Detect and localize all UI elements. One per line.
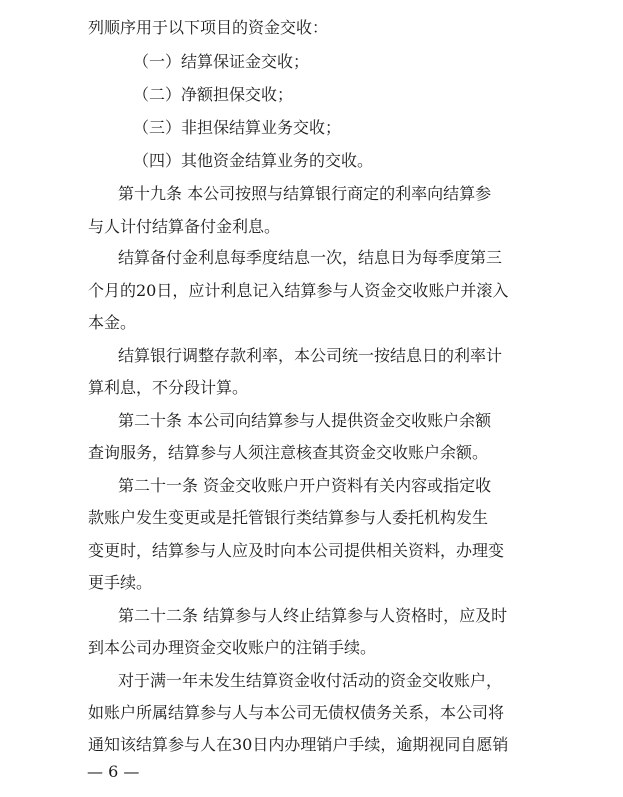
text-line: 列顺序用于以下项目的资金交收： xyxy=(88,18,329,37)
list-item: （三）非担保结算业务交收； xyxy=(133,118,342,137)
article-19-line: 与人计付结算备付金利息。 xyxy=(88,217,281,236)
paragraph-line: 结算备付金利息每季度结息一次，结息日为每季度第三 xyxy=(118,248,503,267)
article-21-line: 更手续。 xyxy=(88,573,153,592)
list-item: （四）其他资金结算业务的交收。 xyxy=(133,151,374,170)
list-item: （一）结算保证金交收； xyxy=(133,52,310,71)
list-item: （二）净额担保交收； xyxy=(133,85,294,104)
article-22-line: 到本公司办理资金交收账户的注销手续。 xyxy=(88,638,377,657)
paragraph-line: 如账户所属结算参与人与本公司无债权债务关系，本公司将 xyxy=(88,703,505,722)
article-21-line: 第二十一条 资金交收账户开户资料有关内容或指定收 xyxy=(118,476,492,495)
paragraph-line: 对于满一年未发生结算资金收付活动的资金交收账户， xyxy=(118,671,503,690)
article-21-line: 款账户发生变更或是托管银行类结算参与人委托机构发生 xyxy=(88,508,489,527)
article-22-line: 第二十二条 结算参与人终止结算参与人资格时，应及时 xyxy=(118,606,508,625)
article-20-line: 第二十条 本公司向结算参与人提供资金交收账户余额 xyxy=(118,411,492,430)
paragraph-line: 结算银行调整存款利率，本公司统一按结息日的利率计 xyxy=(118,346,503,365)
paragraph-line: 本金。 xyxy=(88,313,137,332)
paragraph-line: 个月的20日，应计利息记入结算参与人资金交收账户并滚入 xyxy=(88,281,509,300)
article-20-line: 查询服务，结算参与人须注意核查其资金交收账户余额。 xyxy=(88,443,489,462)
article-19-line: 第十九条 本公司按照与结算银行商定的利率向结算参 xyxy=(118,184,492,203)
paragraph-line: 通知该结算参与人在30日内办理销户手续，逾期视同自愿销 xyxy=(88,735,509,754)
article-21-line: 变更时，结算参与人应及时向本公司提供相关资料，办理变 xyxy=(88,541,505,560)
page-number: — 6 — xyxy=(87,762,140,781)
paragraph-line: 算利息，不分段计算。 xyxy=(88,378,249,397)
